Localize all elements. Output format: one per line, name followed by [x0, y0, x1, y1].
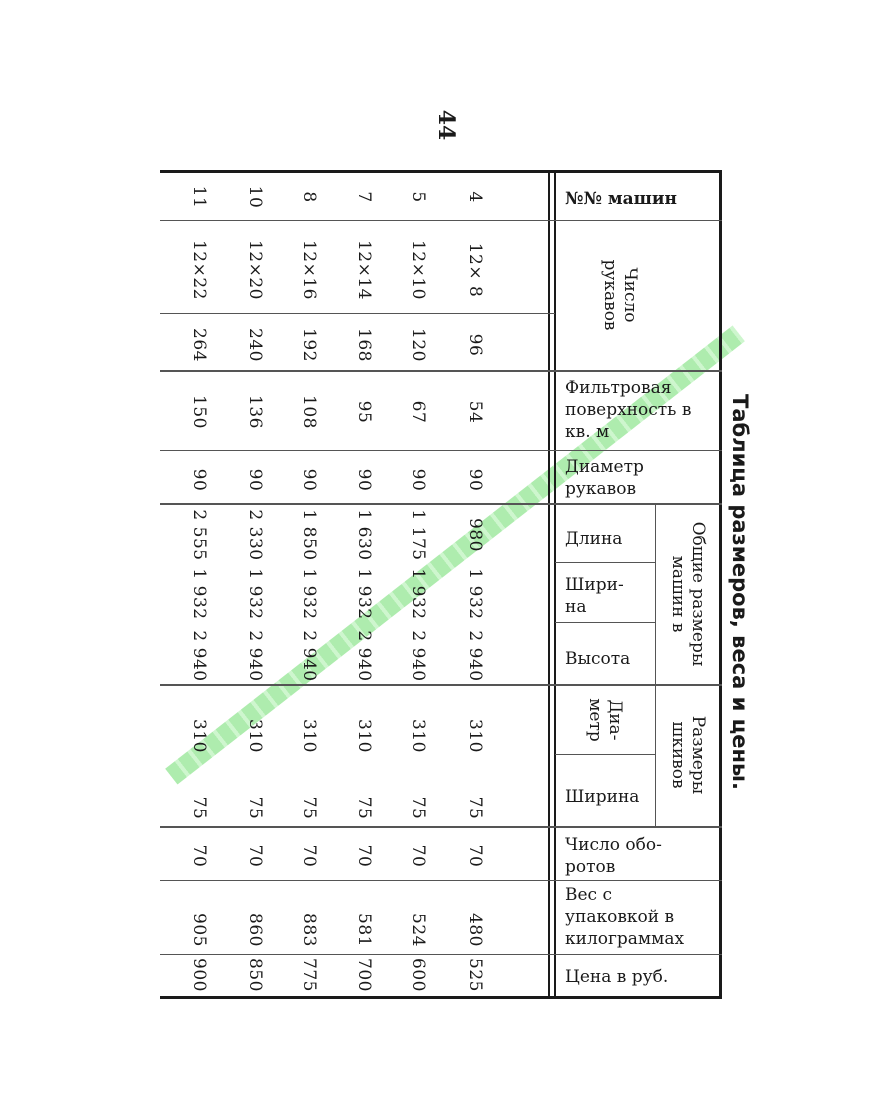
header-price: Цена в руб. — [565, 967, 669, 987]
header-machine-no: №№ машин — [565, 189, 677, 209]
column-separator — [160, 954, 722, 955]
table-bottom-rule — [160, 996, 722, 999]
header-pulley-width: Ширина — [565, 787, 640, 807]
page-number: 44 — [433, 109, 459, 141]
column-separator — [160, 880, 722, 881]
column-separator — [160, 220, 722, 221]
table-top-rule — [160, 170, 722, 173]
header-divider-1 — [548, 170, 550, 999]
column-separator — [160, 370, 722, 372]
header-sleeve-diameter: Диаметр рукавов — [565, 457, 644, 499]
header-revolutions: Число обо-ротов — [565, 835, 662, 877]
header-weight: Вес с упаковкой в килограммах — [565, 885, 685, 949]
header-divider-2 — [554, 170, 556, 999]
header-filter-surface: Фильтровая поверхность в кв. м — [565, 378, 692, 442]
column-separator — [160, 826, 722, 828]
header-length: Длина — [565, 529, 623, 549]
group-divider — [655, 504, 656, 827]
column-separator — [160, 450, 722, 451]
header-height: Высота — [565, 649, 631, 669]
column-separator — [555, 754, 655, 755]
column-separator — [160, 313, 555, 314]
column-separator — [555, 622, 655, 623]
column-separator — [160, 684, 722, 686]
column-separator — [555, 562, 655, 563]
header-width: Шири-на — [565, 575, 624, 617]
table-right-rule — [719, 170, 722, 999]
column-separator — [160, 503, 722, 505]
